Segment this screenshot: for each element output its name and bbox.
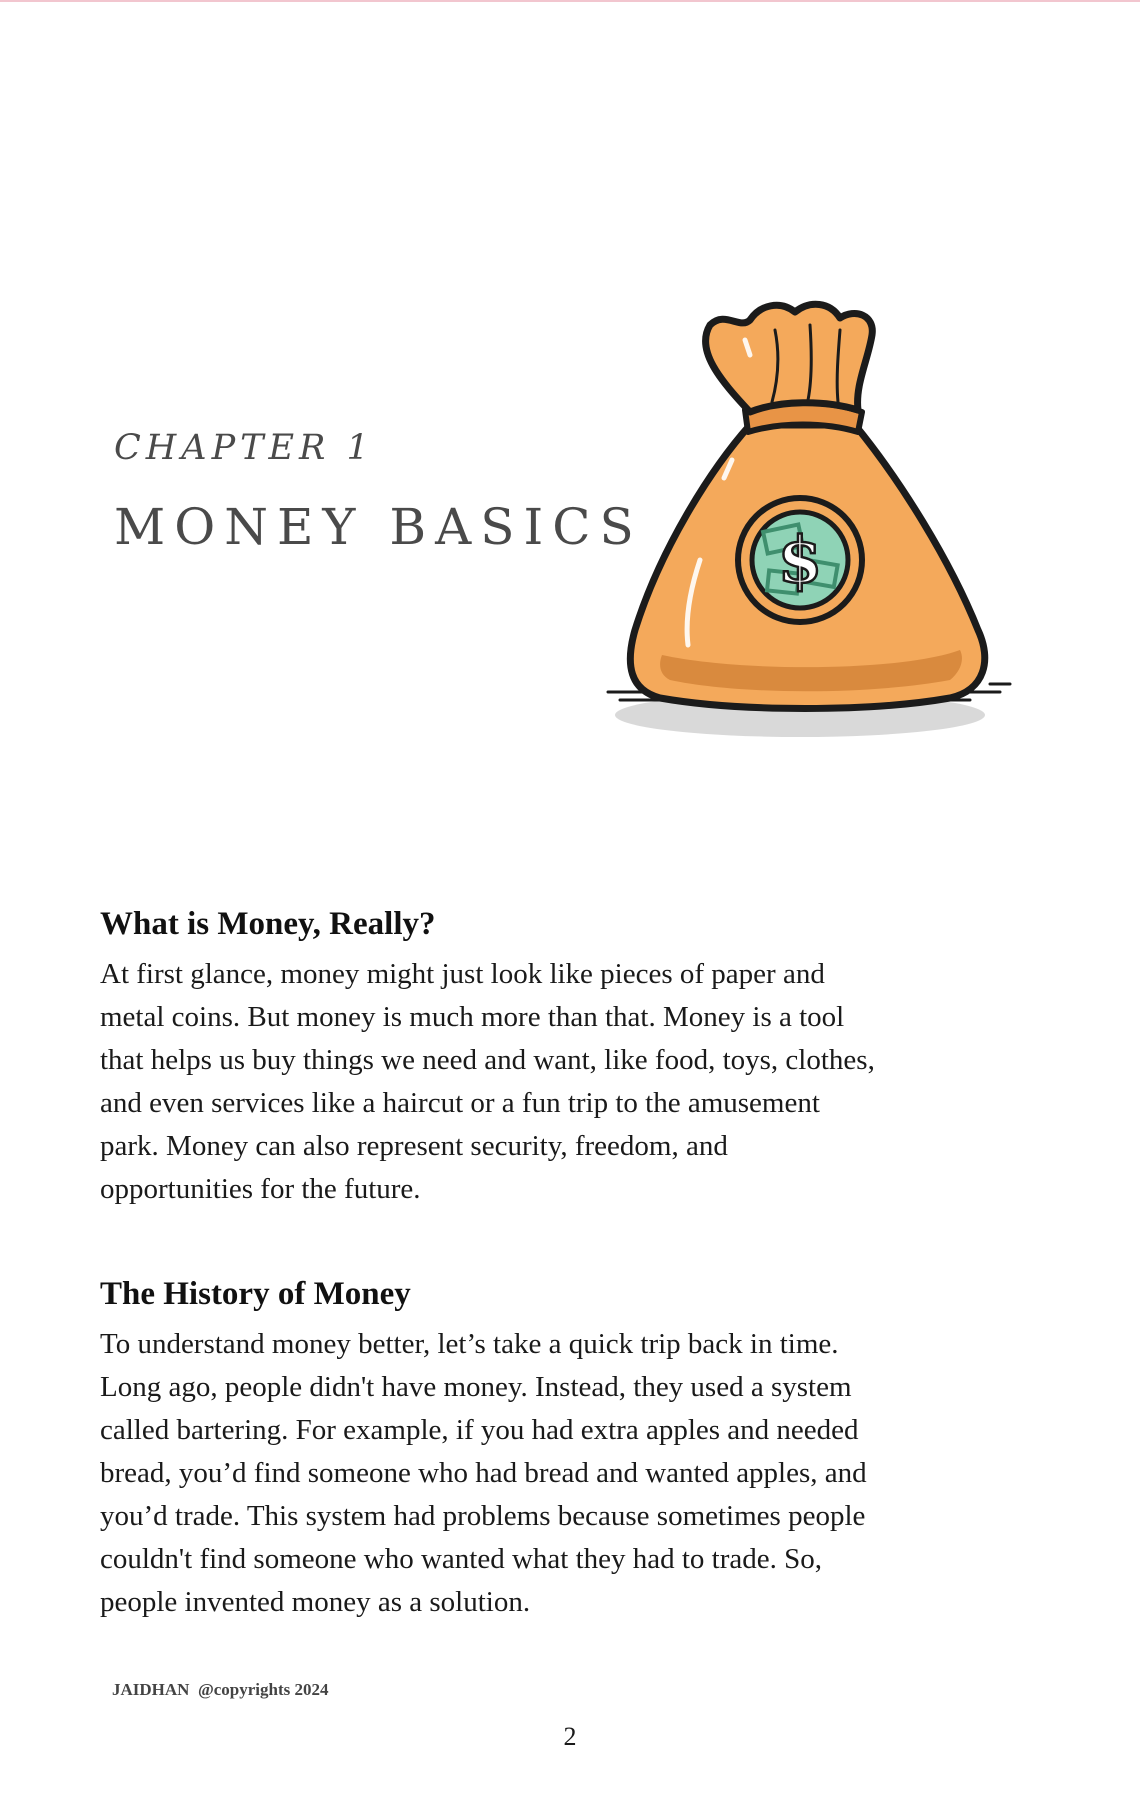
text-line: At first glance, money might just look like pieces of paper and — [100, 958, 825, 990]
text-line: couldn't find someone who wanted what they had to trade. So, — [100, 1543, 823, 1575]
section-spacer — [100, 1211, 1075, 1273]
footer-credit: JAIDHAN @copyrights 2024 — [112, 1680, 329, 1699]
chapter-content — [100, 903, 1075, 1624]
text-line: To understand money better, let’s take a quick trip back in time. — [100, 1328, 839, 1360]
money-bag-icon — [600, 300, 1020, 760]
page-number: 2 — [563, 1722, 577, 1751]
text-line: that helps us buy things we need and want, like food, toys, clothes, — [100, 1044, 875, 1076]
text-line: bread, you’d find someone who had bread and wanted apples, and — [100, 1457, 867, 1489]
text-line: opportunities for the future. — [100, 1173, 421, 1205]
text-line: you’d trade. This system had problems because sometimes people — [100, 1500, 866, 1532]
section-paragraph-what-is-money — [100, 953, 1075, 1211]
text-line: people invented money as a solution. — [100, 1586, 531, 1618]
section-heading-history: The History of Money — [100, 1276, 411, 1312]
dollar-sign: $ — [777, 523, 823, 598]
top-border — [0, 0, 1140, 2]
text-line: and even services like a haircut or a fun trip to the amusement — [100, 1087, 820, 1119]
chapter-title: MONEY BASICS — [114, 498, 643, 556]
text-line: park. Money can also represent security, freedom, and — [100, 1130, 728, 1162]
section-heading-what-is-money: What is Money, Really? — [100, 906, 436, 942]
text-line: called bartering. For example, if you had extra apples and needed — [100, 1414, 859, 1446]
chapter-label: CHAPTER 1 — [114, 428, 374, 468]
text-line: metal coins. But money is much more than that. Money is a tool — [100, 1001, 845, 1033]
bag-top — [706, 304, 873, 412]
text-line: Long ago, people didn't have money. Instead, they used a system — [100, 1371, 852, 1403]
section-paragraph-history — [100, 1323, 1075, 1624]
